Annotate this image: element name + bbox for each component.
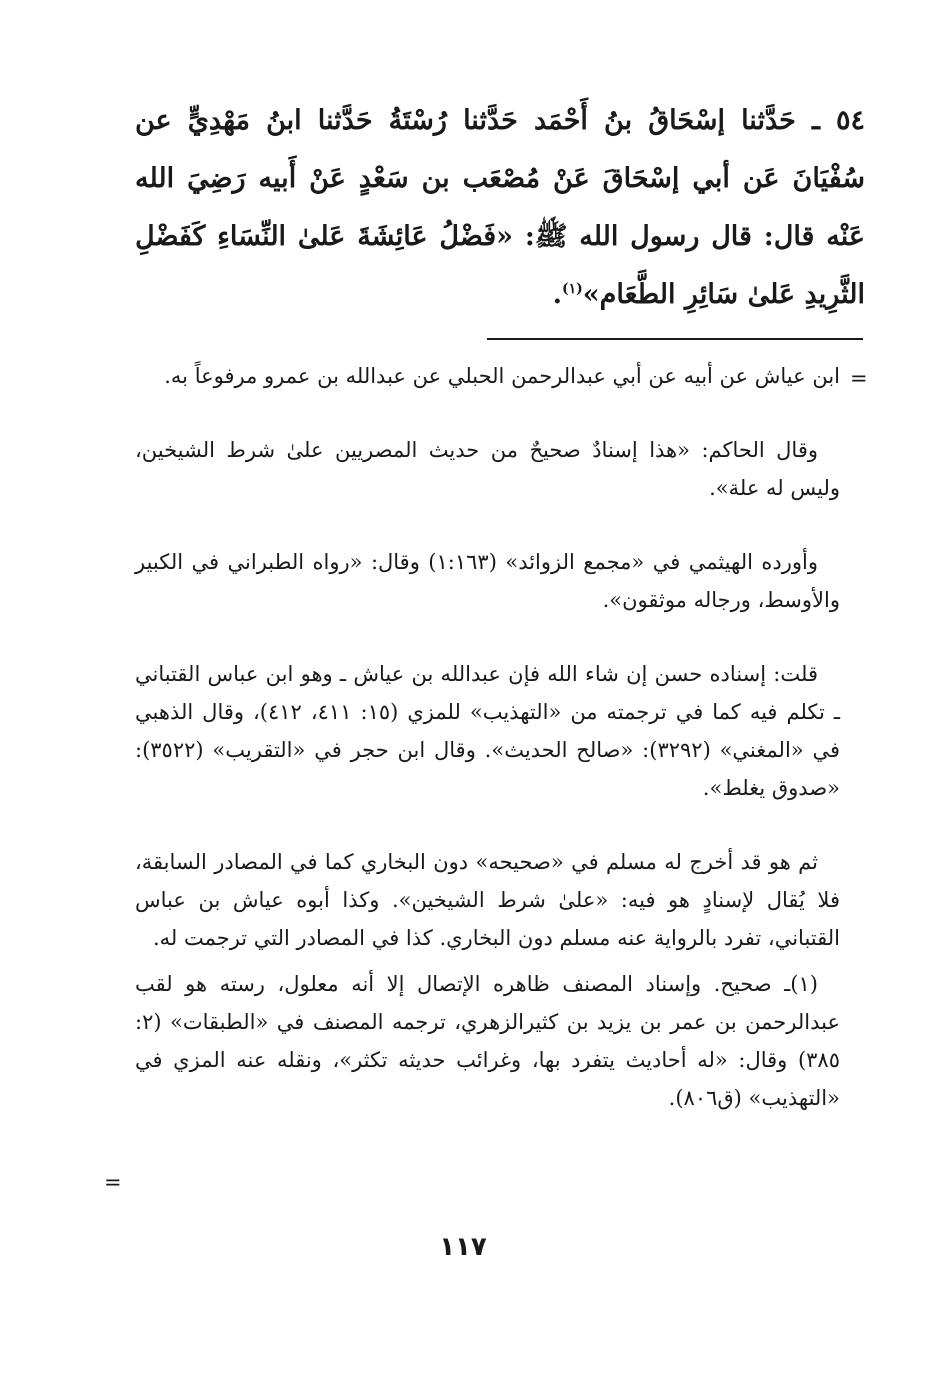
page-number: ١١٧ xyxy=(439,1232,487,1262)
hadith-text-block xyxy=(135,92,865,324)
footnote-separator xyxy=(487,338,863,340)
continuation-mark-top: = xyxy=(850,366,868,390)
hadith-text: ٥٤ ـ حَدَّثنا إسْحَاقُ بنُ أَحْمَد حَدَّثنا رُسْتَةُ حَدَّثنا ابنُ مَهْدِيٍّ عن سُفْيَانَ عَن أبي إسْحَاقَ عَنْ مُصْعَب بن سَعْدٍ عَنْ أَبيه رَضِيَ الله عَنْه قال: قال رسول الله ﷺ: «فَضْلُ عَائِشَةَ عَلىٰ النِّسَاءِ كَفَضْلِ الثَّرِيدِ عَلىٰ سَائِرِ الطَّعَام» xyxy=(135,105,865,310)
note-paragraph-3: وأورده الهيثمي في «مجمع الزوائد» (١:١٦٣) وقال: «رواه الطبراني في الكبير والأوسط، ورجاله موثقون». xyxy=(135,550,840,612)
footnote-reference: (١) xyxy=(562,281,583,297)
hadith-paragraph xyxy=(135,92,865,324)
footnote-1: (١)ـ صحيح. وإسناد المصنف ظاهره الإتصال إلا أنه معلول، رسته هو لقب عبدالرحمن بن عمر بن يزيد بن كثيرالزهري، ترجمه المصنف في «الطبقات» (٢: ٣٨٥) وقال: «له أحاديث يتفرد بها، وغرائب حديثه تكثر»، ونقله عنه المزي في «التهذيب» (ق٨٠٦). xyxy=(135,972,840,1110)
note-paragraph-5: ثم هو قد أخرج له مسلم في «صحيحه» دون البخاري كما في المصادر السابقة، فلا يُقال لإسنادٍ هو فيه: «علىٰ شرط الشيخين». وكذا أبوه عياش بن عباس القتباني، تفرد بالرواية عنه مسلم دون البخاري. كذا في المصادر التي ترجمت له. xyxy=(135,850,840,950)
continuation-mark-bottom: = xyxy=(104,1170,122,1194)
note-paragraph-1: ابن عياش عن أبيه عن أبي عبدالرحمن الحبلي عن عبدالله بن عمرو مرفوعاً به. xyxy=(164,364,840,388)
note-paragraph-2: وقال الحاكم: «هذا إسنادٌ صحيحٌ من حديث المصريين علىٰ شرط الشيخين، وليس له علة». xyxy=(135,438,840,500)
footnotes-block xyxy=(135,357,840,1153)
hadith-end-mark: . xyxy=(552,279,563,310)
note-paragraph-4: قلت: إسناده حسن إن شاء الله فإن عبدالله بن عياش ـ وهو ابن عباس القتباني ـ تكلم فيه كما في ترجمته من «التهذيب» للمزي (١٥: ٤١١، ٤١٢)، وقال الذهبي في «المغني» (٣٢٩٢): «صالح الحديث». وقال ابن حجر في «التقريب» (٣٥٢٢): «صدوق يغلط». xyxy=(135,662,840,800)
